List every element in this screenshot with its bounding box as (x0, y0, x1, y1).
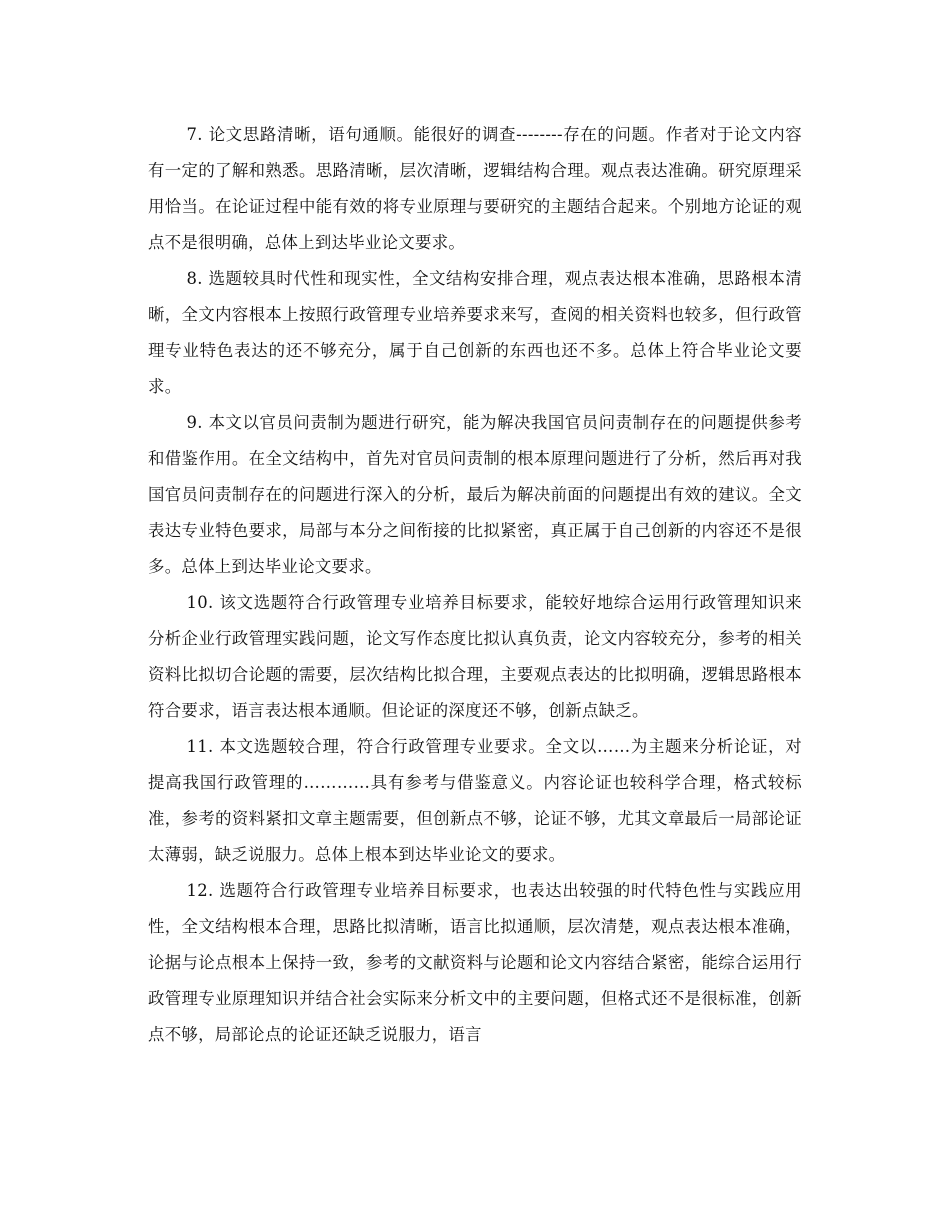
paragraph-text: 该文选题符合行政管理专业培养目标要求，能较好地综合运用行政管理知识来分析企业行政管理实践问题，论文写作态度比拟认真负责，论文内容较充分，参考的相关资料比拟切合论题的需要，层次结构比拟合理，主要观点表达的比拟明确，逻辑思路根本符合要求，语言表达根本通顺。但论证的深度还不够，创新点缺乏。 (148, 593, 802, 720)
paragraph-text: 本文以官员问责制为题进行研究，能为解决我国官员问责制存在的问题提供参考和借鉴作用。在全文结构中，首先对官员问责制的根本原理问题进行了分析，然后再对我国官员问责制存在的问题进行深入的分析，最后为解决前面的问题提出有效的建议。全文表达专业特色要求，局部与本分之间衔接的比拟紧密，真正属于自己创新的内容还不是很多。总体上到达毕业论文要求。 (148, 413, 803, 576)
comment-paragraph-12 (148, 873, 802, 1053)
paragraph-number: 8. (186, 269, 203, 288)
paragraph-number: 12. (186, 881, 214, 900)
comment-paragraph-10 (148, 585, 802, 729)
paragraph-text: 本文选题较合理，符合行政管理专业要求。全文以……为主题来分析论证，对提高我国行政管理的…………具有参考与借鉴意义。内容论证也较科学合理，格式较标准，参考的资料紧扣文章主题需要，但创新点不够，论证不够，尤其文章最后一局部论证太薄弱，缺乏说服力。总体上根本到达毕业论文的要求。 (148, 737, 802, 864)
paragraph-number: 11. (186, 737, 214, 756)
paragraph-number: 9. (186, 413, 203, 432)
paragraph-text: 选题符合行政管理专业培养目标要求，也表达出较强的时代特色性与实践应用性，全文结构根本合理，思路比拟清晰，语言比拟通顺，层次清楚，观点表达根本准确，论据与论点根本上保持一致，参考的文献资料与论题和论文内容结合紧密，能综合运用行政管理专业原理知识并结合社会实际来分析文中的主要问题，但格式还不是很标准，创新点不够，局部论点的论证还缺乏说服力，语言 (148, 881, 802, 1044)
comment-paragraph-8 (148, 261, 802, 405)
paragraph-number: 10. (186, 593, 214, 612)
comment-paragraph-7 (148, 117, 802, 261)
paragraph-text: 选题较具时代性和现实性，全文结构安排合理，观点表达根本准确，思路根本清晰，全文内容根本上按照行政管理专业培养要求来写，查阅的相关资料也较多，但行政管理专业特色表达的还不够充分，属于自己创新的东西也还不多。总体上符合毕业论文要求。 (148, 269, 803, 396)
paragraph-number: 7. (186, 125, 203, 144)
comment-paragraph-9 (148, 405, 802, 585)
paragraph-text: 论文思路清晰，语句通顺。能很好的调查--------存在的问题。作者对于论文内容有一定的了解和熟悉。思路清晰，层次清晰，逻辑结构合理。观点表达准确。研究原理采用恰当。在论证过程中能有效的将专业原理与要研究的主题结合起来。个别地方论证的观点不是很明确，总体上到达毕业论文要求。 (148, 125, 802, 252)
document-page (148, 117, 802, 1053)
comment-paragraph-11 (148, 729, 802, 873)
